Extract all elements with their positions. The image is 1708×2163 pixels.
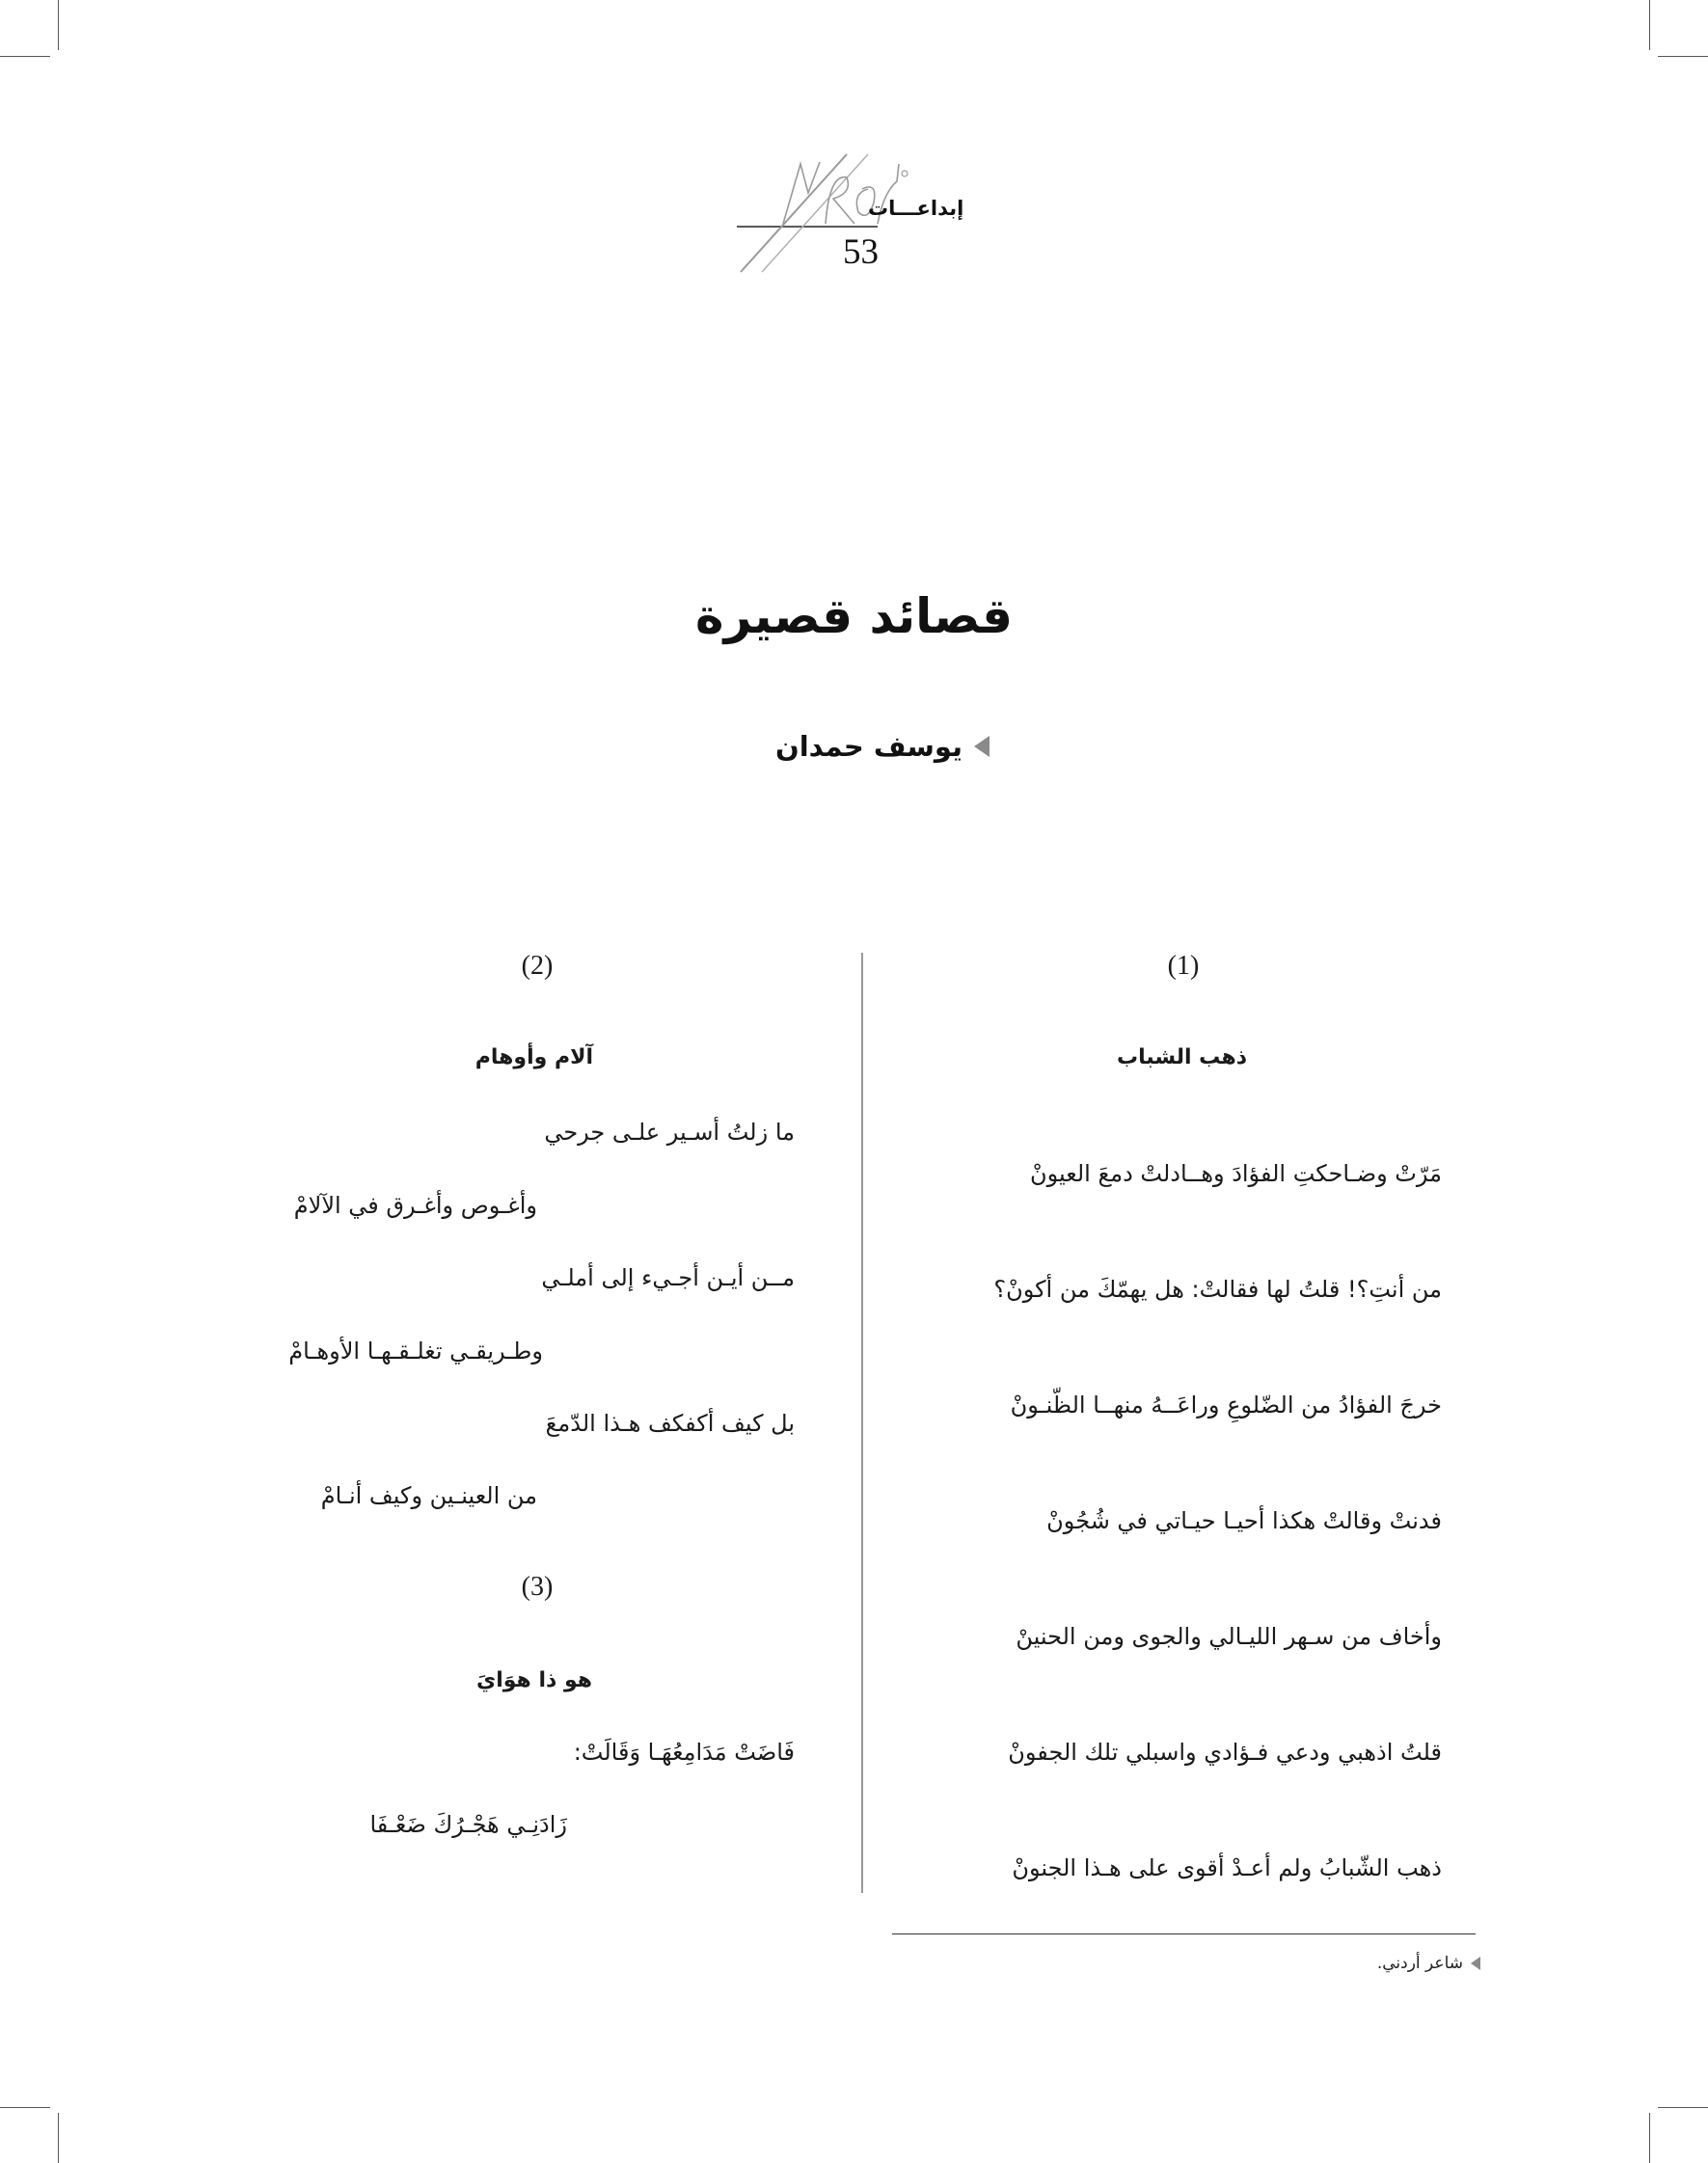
poem-number: (2) xyxy=(521,951,554,981)
poem-title: ذهب الشباب xyxy=(1116,1045,1247,1069)
poem-line: خرجَ الفؤادُ من الضّلوعِ وراعَــهُ منهــا الظّنـونْ xyxy=(1010,1392,1442,1419)
poem-line: وأخاف من سـهر الليـالي والجوى ومن الحنينْ xyxy=(1016,1623,1442,1650)
poem-line: ما زلتُ أسـير علـى جرحي xyxy=(544,1119,795,1146)
poem-line: فدنتْ وقالتْ هكذا أحيـا حيـاتي في شُجُونْ xyxy=(1046,1507,1442,1534)
page-number: 53 xyxy=(843,232,879,272)
poem-line: وطـريقـي تغلـقـهـا الأوهـامْ xyxy=(288,1338,543,1365)
section-label: إبداعـــات xyxy=(868,197,964,220)
footnote xyxy=(1377,1954,1480,1973)
poem-title: هو ذا هوَايَ xyxy=(476,1668,592,1692)
crop-mark xyxy=(58,2113,59,2163)
author-name: يوسف حمدان xyxy=(774,730,962,763)
footnote-text: شاعر أردني. xyxy=(1376,1954,1463,1973)
poem-line: فَاضَتْ مَدَامِعُهَـا وَقَالَتْ: xyxy=(573,1739,795,1766)
poem-line: مــن أيـن أجـيء إلى أملـي xyxy=(541,1264,795,1291)
poem-line: مَرّتْ وضـاحكتِ الفؤادَ وهــادلتْ دمعَ العيونْ xyxy=(1029,1160,1442,1187)
poem-line: ذهب الشّبابُ ولم أعـدْ أقوى على هـذا الجنونْ xyxy=(1012,1854,1442,1881)
poem-line: قلتُ اذهبي ودعي فـؤادي واسبلي تلك الجفونْ xyxy=(1008,1739,1442,1766)
poem-number: (3) xyxy=(521,1572,554,1602)
crop-mark xyxy=(1649,2113,1650,2163)
poem-line: زَادَنِـي هَجْـرُكَ ضَعْـفَا xyxy=(369,1811,567,1838)
crop-mark xyxy=(0,2107,50,2108)
crop-mark xyxy=(1658,2107,1708,2108)
triangle-marker-icon xyxy=(1471,1957,1480,1970)
page-title: قصائد قصيرة xyxy=(695,588,1013,644)
poem-line: من أنتِ؟! قلتُ لها فقالتْ: هل يهمّكَ من أكونْ؟ xyxy=(993,1276,1442,1303)
footnote-rule xyxy=(892,1933,1476,1934)
poem-number: (1) xyxy=(1167,951,1200,981)
poem-line: بل كيف أكفكف هـذا الدّمعَ xyxy=(545,1410,795,1437)
poem-title: آلام وأوهام xyxy=(474,1045,593,1069)
poem-line: من العينـين وكيف أنـامْ xyxy=(320,1482,537,1509)
poem-line: وأغـوص وأغـرق في الآلامْ xyxy=(293,1192,537,1219)
